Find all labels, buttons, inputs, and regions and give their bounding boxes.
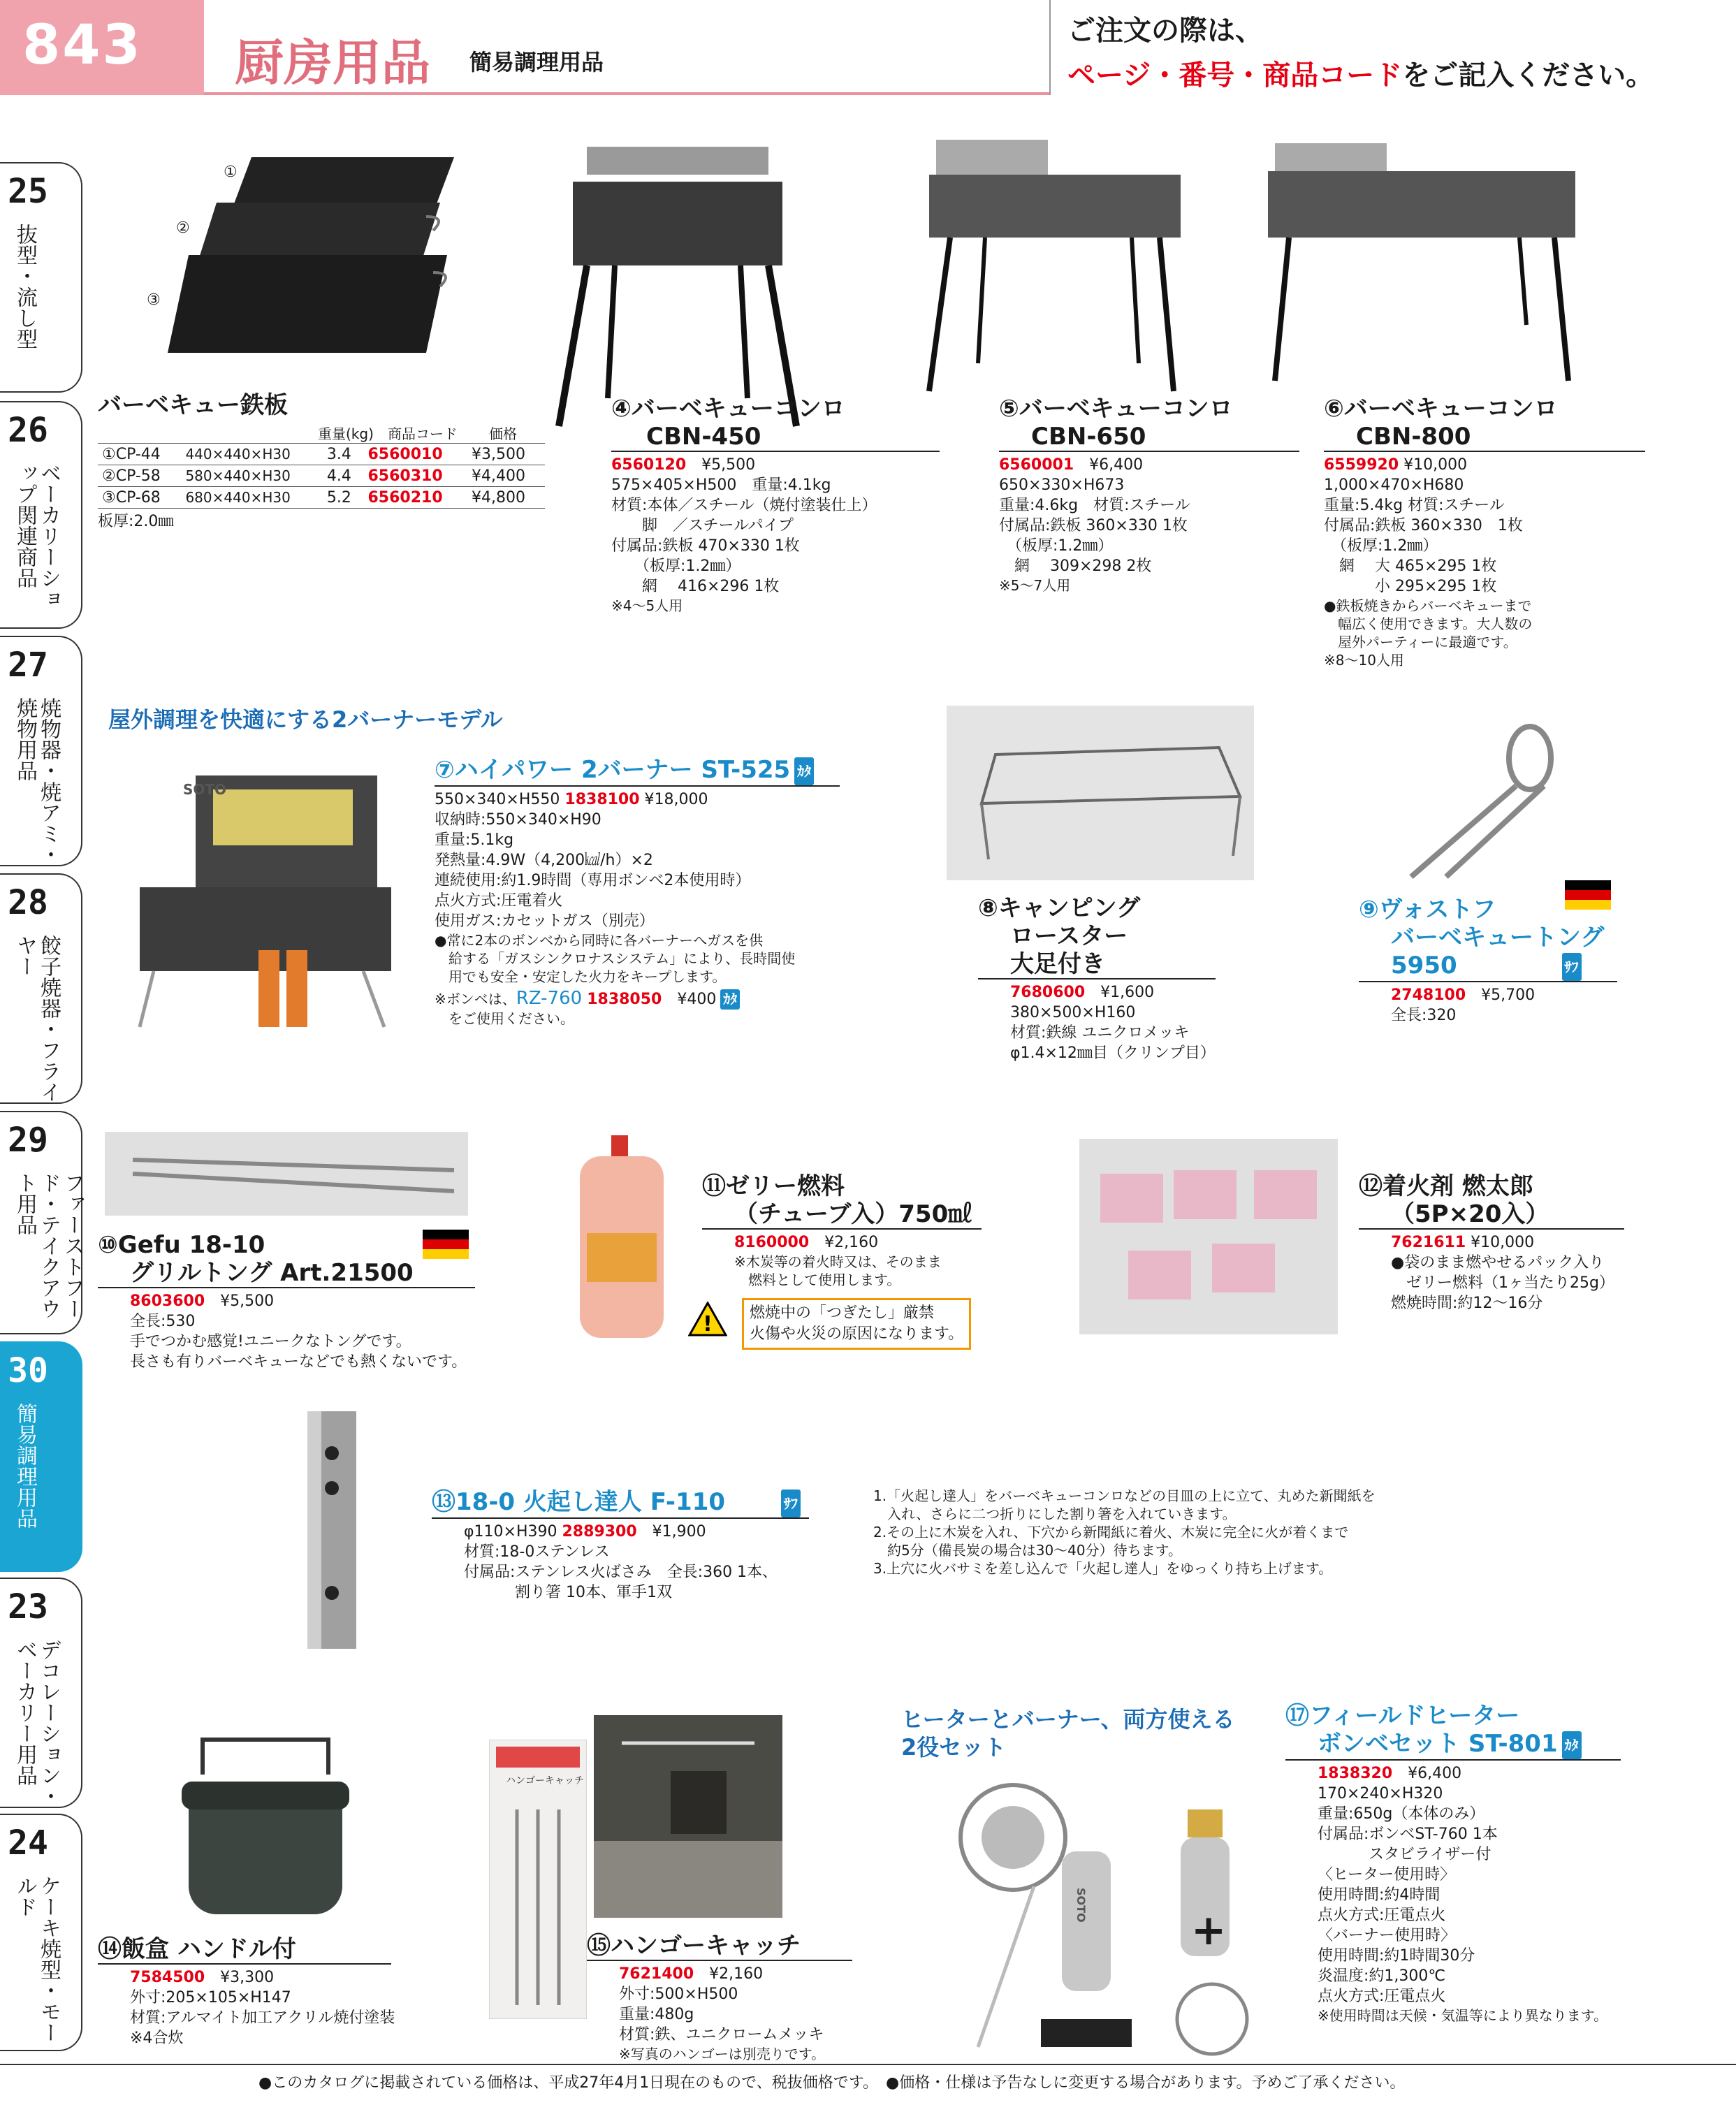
tongs-photo [1397,716,1614,884]
cell-model: ③CP-68 [102,488,161,507]
p5-line: 付属品:鉄板 360×330 1枚 [999,517,1188,534]
p11-code-price [702,1232,982,1253]
p14-title: ⑭飯盒 ハンドル付 [98,1935,391,1965]
tab-28[interactable] [0,873,82,1104]
p6-title: ⑥バーベキューコンロ [1324,395,1558,423]
camping-roaster-photo [947,706,1254,880]
bbq-plate-photo [140,150,475,374]
p11-price: ¥2,160 [824,1234,879,1251]
package-label: ハンゴーキャッチ [506,1775,584,1786]
p7-title: ⑦ハイパワー 2バーナー ST-525 [435,756,791,784]
tab-number: 25 [8,172,48,211]
step-line: 1.「火起し達人」をバーベキューコンロなどの目皿の上に立て、丸めた新聞紙を [873,1487,1376,1504]
p11-warning-box [742,1298,971,1350]
catalog-tag: ｻﾌ [1562,953,1582,981]
p12-code: 7621611 [1391,1234,1466,1251]
table-row [98,444,545,465]
cell-price: ¥4,800 [472,488,526,507]
p6-line: 付属品:鉄板 360×330 1枚 [1324,517,1523,534]
p17-line: 〈バーナー使用時〉 [1318,1926,1457,1944]
footer-spec-note: ●価格・仕様は予告なしに変更する場合があります。予めご了承ください。 [886,2074,1406,2092]
p7-block [435,756,840,1028]
p12-line: ゼリー燃料（1ヶ当たり25g） [1391,1274,1614,1292]
tab-label: ケーキ焼型・モールド [13,1875,61,2043]
p4-code-price [611,455,940,475]
cell-size: 680×440×H30 [185,489,291,506]
p4-price: ¥5,500 [701,456,756,474]
p9-title2: バーベキュートング [1391,924,1605,952]
p17-line: 〈ヒーター使用時〉 [1318,1865,1456,1884]
section-title: 厨房用品 [235,34,430,92]
catalog-tag: ｶﾀ [1562,1731,1582,1759]
tab-number: 24 [8,1823,48,1863]
tab-label: 抜型・流し型 [13,224,37,349]
cell-weight: 4.4 [326,467,351,485]
plate-mark-2: ② [176,219,190,237]
p8-title2: ロースター [1010,922,1128,950]
p11-code: 8160000 [734,1234,810,1251]
p6-line: 網 大 465×295 1枚 [1324,558,1497,575]
two-burner-photo [126,769,405,1034]
notice-tail: をご記入ください。 [1402,59,1654,92]
p17-line: ※使用時間は天候・気温等により異なります。 [1318,2006,1608,2024]
cell-weight: 3.4 [326,445,351,463]
p12-price: ¥10,000 [1471,1234,1535,1251]
p6-line: 重量:5.4kg 材質:スチール [1324,497,1505,514]
p12-title: ⑫着火剤 燃太郎 [1359,1172,1533,1200]
bombe-price: ¥400 [677,990,717,1008]
gefu-tong-photo [105,1132,468,1216]
p17-model-row [1285,1730,1621,1761]
p6-price: ¥10,000 [1403,456,1468,474]
p1-note: 板厚:2.0㎜ [98,513,174,530]
p13-line: 材質:18-0ステンレス [464,1543,610,1561]
p14-code-price [98,1967,391,1988]
footer-price-note: ●このカタログに掲載されている価格は、平成27年4月1日現在のもので、税抜価格です。 [258,2074,870,2092]
soto-logo: SOTO [183,781,227,798]
p10-code-price [98,1291,475,1311]
step-line: 3.上穴に火バサミを差し込んで「火起し達人」をゆっくり持ち上げます。 [873,1560,1333,1577]
p12-line: ●袋のまま燃やせるパック入り [1391,1254,1605,1272]
footer [0,2064,1736,2092]
p1-table [98,443,545,509]
tab-label: 焼物器・焼アミ・焼物用品 [13,697,61,865]
p4-block [611,395,940,615]
tab-number: 23 [8,1587,48,1626]
page-number-block [0,0,204,95]
catalog-tag: ｶﾀ [720,989,740,1010]
p14-price: ¥3,300 [220,1969,275,1986]
p11-title: ⑪ゼリー燃料 [702,1172,845,1200]
p7-price: ¥18,000 [644,790,708,808]
p15-block [587,1932,852,2063]
p7-code: 1838100 [564,790,640,808]
warning-icon [688,1302,727,1336]
grill-cbn450-photo [545,133,810,433]
p7-line: 発熱量:4.9W（4,200㎉/h）×2 [435,851,653,869]
cell-weight: 5.2 [326,488,351,507]
section-header [204,0,1049,95]
p5-line: 650×330×H673 [999,476,1125,494]
p11-block [702,1172,982,1289]
hangou-catch-photo [594,1715,782,1918]
p10-line: 長さも有りバーベキューなどでも熱くないです。 [130,1353,467,1371]
tab-23[interactable] [0,1578,82,1808]
p17-line: 使用時間:約1時間30分 [1318,1946,1475,1965]
warning-line: 火傷や火災の原因になります。 [750,1325,964,1343]
p17-code: 1838320 [1318,1764,1393,1782]
tab-number: 26 [8,411,48,450]
tab-26[interactable] [0,401,82,629]
p7-line: 使用ガス:カセットガス（別売） [435,912,655,930]
table-row [98,465,545,487]
p15-price: ¥2,160 [709,1965,764,1983]
p6-code: 6559920 [1324,456,1399,474]
p7-size: 550×340×H550 [435,790,560,808]
order-notice [1049,0,1736,95]
p1-title: バーベキュー鉄板 [98,391,288,419]
field-heater-photo [950,1768,1285,2061]
cell-price: ¥3,500 [472,445,526,463]
chimney-starter-photo [300,1411,363,1649]
p17-line: 点火方式:圧電点火 [1318,1906,1446,1924]
cell-size: 440×440×H30 [185,446,291,462]
p14-line: ※4合炊 [130,2030,184,2047]
bombe-pre: ※ボンベは、 [435,990,516,1007]
p17-line: 点火方式:圧電点火 [1318,1987,1446,2005]
p10-price: ¥5,500 [220,1292,275,1310]
p5-title: ⑤バーベキューコンロ [999,395,1233,423]
cell-model: ②CP-58 [102,467,161,485]
p11-title2: （チューブ入）750㎖ [702,1200,982,1230]
p17-block [1285,1702,1621,2025]
p13-title: ⑬18-0 火起し達人 F-110 [432,1488,726,1516]
p7-bombe [435,989,840,1010]
p5-block [999,395,1299,595]
p8-title: ⑧キャンピング [978,894,1141,922]
p10-model: グリルトング Art.21500 [98,1259,475,1288]
tab-25[interactable] [0,162,82,393]
tab-label: ベーカリーショップ関連商品 [13,462,61,609]
cell-code: 6560210 [367,488,443,507]
tab-24[interactable] [0,1814,82,2051]
cell-size: 580×440×H30 [185,467,291,484]
tab-30-active[interactable] [0,1341,82,1572]
p8-line: 材質:鉄線 ユニクロメッキ [1010,1024,1190,1042]
p5-price: ¥6,400 [1089,456,1144,474]
tab-label: 簡易調理用品 [13,1403,37,1529]
notice-line2 [1067,53,1654,93]
p4-line: 付属品:鉄板 470×330 1枚 [611,537,800,555]
p17-model: ボンベセット ST-801 [1318,1730,1558,1758]
p15-title: ⑮ハンゴーキャッチ [587,1932,852,1961]
p10-block [98,1231,475,1372]
p13-code: 2889300 [562,1522,637,1540]
p4-line: 脚 ／スチールパイプ [611,517,794,534]
table-row [98,487,545,509]
p8-code: 7680600 [1010,984,1086,1001]
p5-line: （板厚:1.2㎜） [999,537,1114,555]
catalog-tag: ｶﾀ [794,757,814,785]
tab-number: 28 [8,883,48,922]
p5-code-price [999,455,1299,475]
svg-text:!: ! [703,1312,713,1336]
plus-sign: + [1191,1906,1227,1955]
p9-code: 2748100 [1391,986,1466,1004]
soto-logo: SOTO [1074,1888,1088,1923]
bombe-model: RZ-760 [516,987,583,1009]
p1-table-header [98,425,545,443]
p17-headline2: 2役セット [901,1734,1007,1761]
p4-model: CBN-450 [611,423,940,452]
p9-line: 全長:320 [1391,1006,1457,1024]
p5-line: 網 309×298 2枚 [999,558,1152,575]
tab-27[interactable] [0,636,82,866]
p8-title3: 大足付き [978,950,1216,979]
p13-size: φ110×H390 [464,1522,557,1540]
p17-line: スタビライザー付 [1318,1845,1491,1863]
p11-line: ※木炭等の着火時又は、そのまま [734,1253,942,1270]
tab-label: ファーストフード・テイクアウト用品 [13,1172,85,1319]
p4-code: 6560120 [611,456,687,474]
hdr-price: 価格 [489,425,517,442]
cell-code: 6560010 [367,445,443,463]
p10-line: 手でつかむ感覚!ユニークなトングです。 [130,1333,411,1350]
p9-model: 5950 [1391,952,1457,979]
firestarter-packs-photo [1079,1139,1338,1334]
tab-label: デコレーション・ベーカリー用品 [13,1639,61,1807]
p4-line: 575×405×H500 重量:4.1kg [611,476,831,494]
grill-cbn650-photo [922,126,1188,398]
p9-block [1359,896,1617,1026]
p10-code: 8603600 [130,1292,205,1310]
p5-code: 6560001 [999,456,1074,474]
p7-headline: 屋外調理を快適にする2バーナーモデル [108,706,503,733]
tab-number: 27 [8,646,48,685]
p12-line: 燃焼時間:約12～16分 [1391,1295,1543,1312]
p9-code-price [1359,985,1617,1005]
p17-line: 付属品:ボンベST-760 1本 [1318,1825,1498,1843]
step-line: 入れ、さらに二つ折りにした割り箸を入れていきます。 [873,1506,1237,1522]
p15-line: ※写真のハンゴーは別売りです。 [619,2046,826,2062]
p15-line: 重量:480g [619,2006,694,2023]
jelly-fuel-bottle-photo [566,1135,678,1345]
p6-line: 屋外パーティーに最適です。 [1324,634,1517,650]
step-line: 約5分（備長炭の場合は30～40分）待ちます。 [873,1542,1183,1559]
mess-tin-photo [175,1733,356,1921]
p13-block [432,1488,809,1603]
tab-label: 餃子焼器・フライヤー [13,935,61,1102]
p13-steps [873,1487,1376,1578]
p4-line: ※4～5人用 [611,597,683,614]
hdr-code: 商品コード [388,425,458,442]
p1-spec-table [98,425,545,532]
p7-line: 給する「ガスシンクロナスシステム」により、長時間使 [435,949,796,967]
p13-line: 割り箸 10本、軍手1双 [464,1583,672,1601]
page-number: 843 [22,14,143,77]
plate-mark-3: ③ [147,291,161,309]
p9-price: ¥5,700 [1481,986,1536,1004]
p10-line: 全長:530 [130,1313,196,1330]
p15-line: 外寸:500×H500 [619,1986,738,2003]
p13-title-row [432,1488,809,1519]
p8-line: φ1.4×12㎜目（クリンプ目） [1010,1044,1216,1062]
p17-line: 170×240×H320 [1318,1784,1443,1802]
p6-block [1324,395,1645,669]
p6-line: 小 295×295 1枚 [1324,578,1497,595]
p17-price: ¥6,400 [1408,1764,1462,1782]
p7-line: 用でも安全・安定した火力をキープします。 [435,968,727,985]
p4-line: 材質:本体／スチール（焼付塗装仕上） [611,497,877,514]
p17-line: 重量:650g（本体のみ） [1318,1805,1485,1823]
p8-code-price [978,982,1216,1003]
catalog-tag: ｻﾌ [781,1489,801,1517]
p7-line: 点火方式:圧電着火 [435,891,563,910]
p15-code: 7621400 [619,1965,694,1983]
p6-model: CBN-800 [1324,423,1645,452]
bombe-code: 1838050 [587,990,662,1008]
bombe-post: をご使用ください。 [448,1010,574,1027]
p17-line: 使用時間:約4時間 [1318,1886,1440,1904]
p15-code-price [587,1964,852,1984]
subsection-title: 簡易調理用品 [469,49,604,75]
p17-code-price [1285,1763,1621,1784]
p17-line: 炎温度:約1,300℃ [1318,1967,1446,1985]
p7-line: 重量:5.1kg [435,831,514,849]
p14-code: 7584500 [130,1969,205,1986]
p14-line: 材質:アルマイト加工アクリル焼付塗装 [130,2009,395,2027]
p8-price: ¥1,600 [1100,984,1155,1001]
p6-line: （板厚:1.2㎜） [1324,537,1438,555]
p9-title: ⑨ヴォストフ [1359,896,1496,924]
p6-line: ※8～10人用 [1324,652,1404,669]
p4-line: （板厚:1.2㎜） [611,558,741,575]
p4-line: 網 416×296 1枚 [611,578,780,595]
step-line: 2.その上に木炭を入れ、下穴から新聞紙に着火、木炭に完全に火が着くまで [873,1524,1349,1540]
p13-size-code [432,1522,809,1542]
notice-line1: ご注文の際は、 [1067,15,1263,47]
tab-number: 29 [8,1121,48,1160]
p15-line: 材質:鉄、ユニクロームメッキ [619,2026,824,2044]
p13-price: ¥1,900 [652,1522,706,1540]
p5-line: 重量:4.6kg 材質:スチール [999,497,1190,514]
p9-model-row [1359,952,1617,982]
p6-code-price [1324,455,1645,475]
p5-line: ※5～7人用 [999,577,1071,594]
tab-number: 30 [8,1351,48,1390]
cell-model: ①CP-44 [102,445,161,463]
hdr-weight: 重量(kg) [318,425,374,442]
p14-line: 外寸:205×105×H147 [130,1989,291,2006]
p6-line: 1,000×470×H680 [1324,476,1464,494]
p12-block [1359,1172,1624,1313]
warning-line: 燃焼中の「つぎたし」厳禁 [750,1304,935,1322]
plate-mark-1: ① [224,163,238,181]
p14-block [98,1935,395,2048]
cell-code: 6560310 [367,467,443,485]
grill-cbn800-photo [1261,129,1582,388]
p6-line: ●鉄板焼きからバーベキューまで [1324,597,1532,614]
p17-headline1: ヒーターとバーナー、両方使える [901,1706,1235,1733]
tab-29[interactable] [0,1111,85,1334]
p12-title2: （5P×20入） [1359,1200,1624,1230]
p7-line: ●常に2本のボンベから同時に各バーナーへガスを供 [435,931,764,949]
p4-title: ④バーベキューコンロ [611,395,845,423]
p12-code-price [1359,1232,1624,1253]
notice-red: ページ・番号・商品コード [1067,59,1403,92]
p17-title: ⑰フィールドヒーター [1285,1702,1520,1730]
p6-line: 幅広く使用できます。大人数の [1324,616,1533,632]
p5-model: CBN-650 [999,423,1299,452]
p10-title: ⑩Gefu 18-10 [98,1231,265,1259]
p7-size-code [435,789,840,810]
p8-line: 380×500×H160 [1010,1004,1136,1021]
p11-line: 燃料として使用します。 [734,1272,901,1288]
p7-line: 収納時:550×340×H90 [435,810,601,829]
p7-title-row [435,756,840,787]
p7-line: 連続使用:約1.9時間（専用ボンベ2本使用時） [435,871,751,889]
cell-price: ¥4,400 [472,467,526,485]
p13-line: 付属品:ステンレス火ばさみ 全長:360 1本、 [464,1563,778,1581]
p8-block [978,894,1216,1063]
